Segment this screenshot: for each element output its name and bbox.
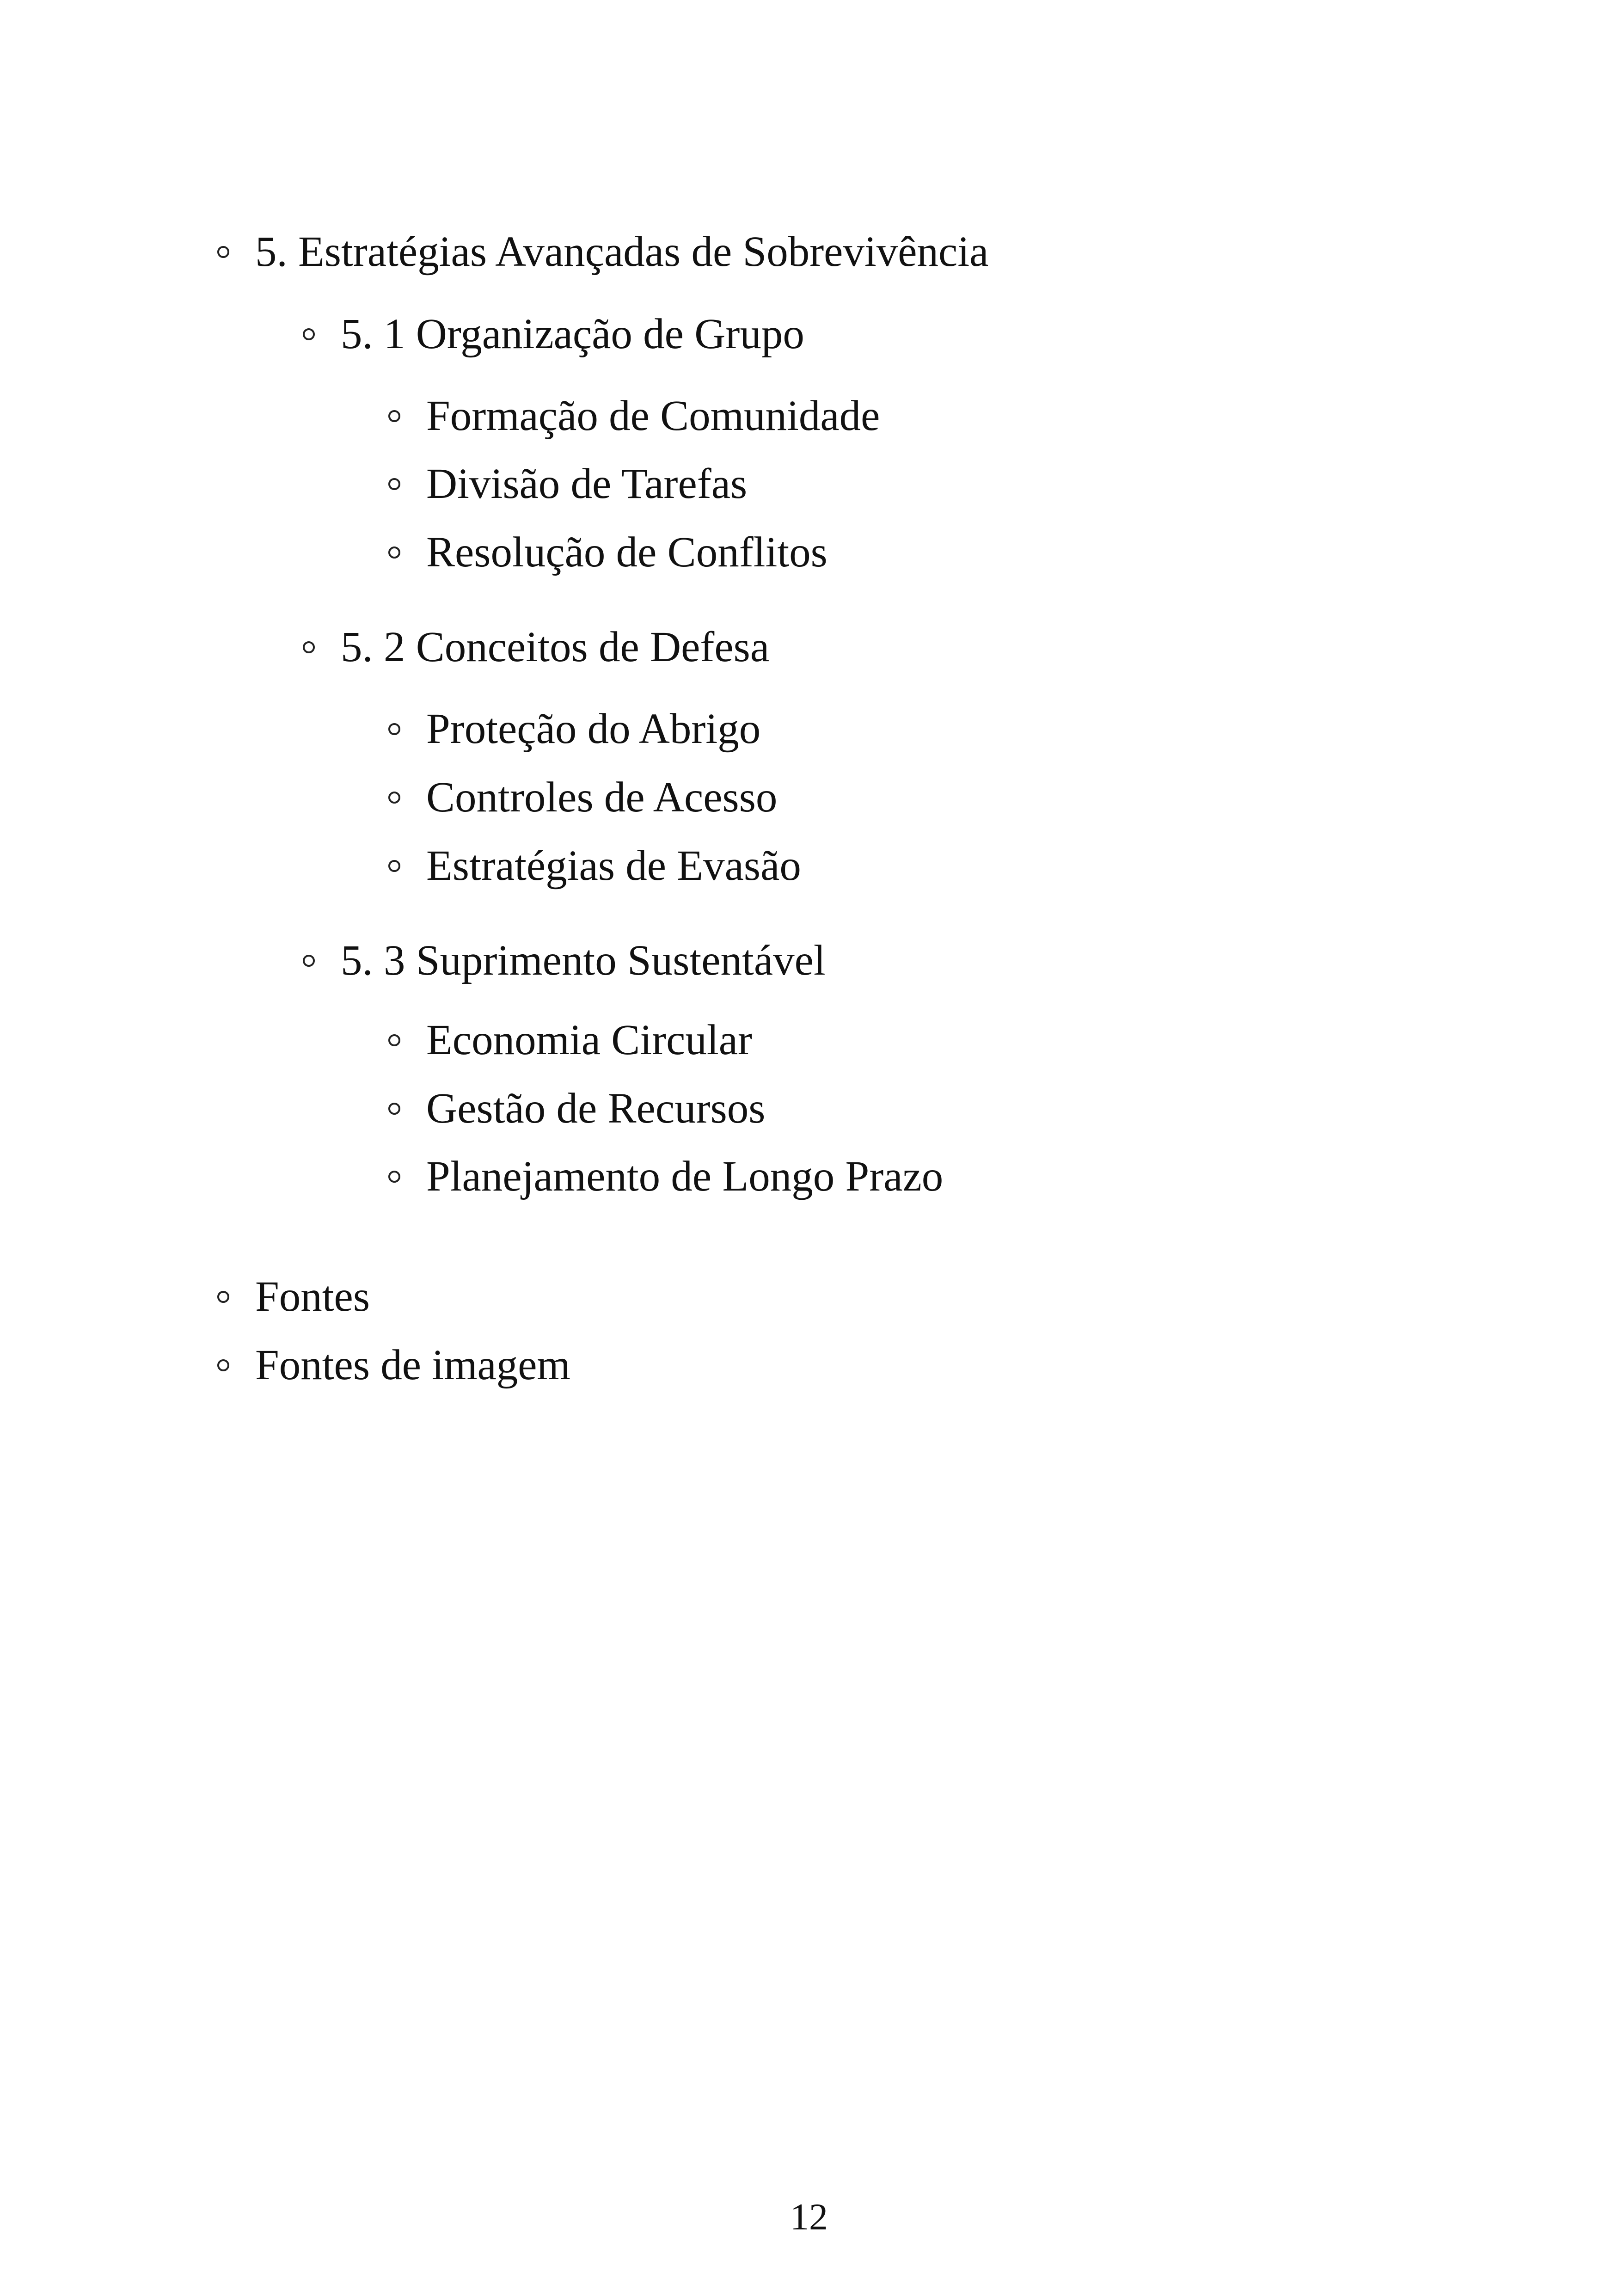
circle-bullet-icon [303,641,315,653]
circle-bullet-icon [388,723,400,735]
toc-item[interactable] [388,772,943,823]
toc-item-label: Controles de Acesso [426,774,778,821]
toc-item[interactable] [388,391,943,442]
toc-item-label: Estratégias de Evasão [426,842,801,890]
toc-item-label: Resolução de Conflitos [426,528,827,576]
toc-fontes-label: Fontes [255,1273,370,1320]
circle-bullet-icon [217,246,229,258]
circle-bullet-icon [388,546,400,559]
circle-bullet-icon [388,1171,400,1183]
circle-bullet-icon [303,328,315,340]
circle-bullet-icon [388,410,400,422]
toc-item-label: Proteção do Abrigo [426,705,761,753]
toc-item-label: Formação de Comunidade [426,392,880,440]
toc-item[interactable] [388,1083,989,1134]
toc-section-5-3-label: 5. 3 Suprimento Sustentável [341,937,826,984]
toc-item[interactable] [388,704,943,755]
toc-item-label: Divisão de Tarefas [426,460,748,508]
toc-section-5[interactable] [217,227,1049,277]
toc-item-label: Planejamento de Longo Prazo [426,1153,944,1200]
toc-item-label: Economia Circular [426,1016,752,1064]
circle-bullet-icon [388,860,400,872]
circle-bullet-icon [217,1359,229,1371]
toc-item[interactable] [388,841,943,891]
toc-fontes-imagem-label: Fontes de imagem [255,1341,570,1389]
circle-bullet-icon [388,1103,400,1115]
toc-section-5-3[interactable] [303,935,904,986]
circle-bullet-icon [388,792,400,804]
toc-section-5-2-label: 5. 2 Conceitos de Defesa [341,623,770,671]
toc-item[interactable] [388,1151,1036,1202]
circle-bullet-icon [303,955,315,967]
toc-section-5-1[interactable] [303,309,904,360]
toc-item[interactable] [388,1015,989,1066]
circle-bullet-icon [388,478,400,490]
circle-bullet-icon [388,1034,400,1046]
toc-section-5-2[interactable] [303,622,904,673]
page-number: 12 [790,2196,828,2238]
circle-bullet-icon [217,1291,229,1303]
toc-section-5-1-label: 5. 1 Organização de Grupo [341,310,804,358]
toc-fontes-imagem[interactable] [217,1340,726,1391]
toc-fontes[interactable] [217,1271,680,1322]
toc-item[interactable] [388,527,943,578]
toc-section-5-label: 5. Estratégias Avançadas de Sobrevivência [255,228,989,276]
toc-item-label: Gestão de Recursos [426,1085,766,1132]
toc-item[interactable] [388,459,943,510]
